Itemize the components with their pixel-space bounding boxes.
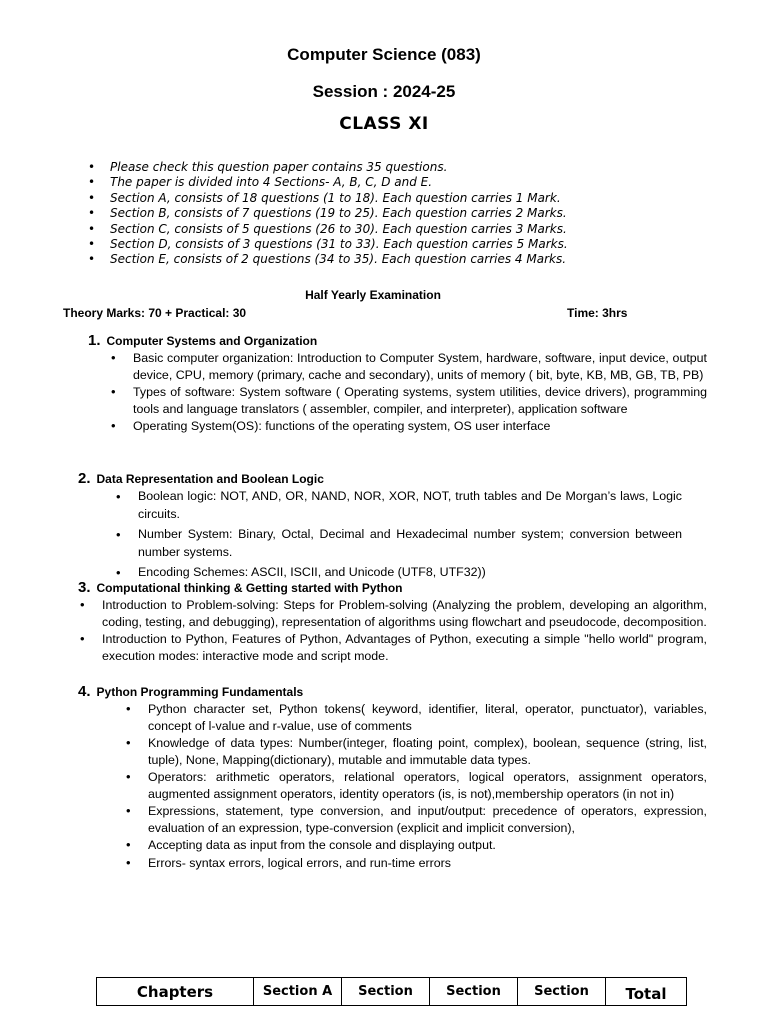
- table-header-cell: Chapters: [97, 978, 254, 1006]
- list-item: • Number System: Binary, Octal, Decimal and Hexadecimal number system; conversion between number systems.: [138, 526, 682, 561]
- topic-items: [148, 701, 707, 872]
- topic-items: [102, 597, 707, 665]
- table-header-cell: Section: [430, 978, 518, 1006]
- table-header-cell: Section A: [254, 978, 342, 1006]
- list-item: • Types of software: System software ( Operating systems, system utilities, device drivers), programming tools and language translators ( assembler, compiler, and interpreter), application software: [133, 384, 707, 417]
- subject-title: Computer Science (083): [287, 45, 481, 64]
- topic-number: 4.: [78, 683, 91, 700]
- list-item: • Operators: arithmetic operators, relational operators, logical operators, assignment operators, augmented assignment operators, identity operators (is, is not),membership operators (in not in): [148, 769, 707, 802]
- table-header-cell: Section: [342, 978, 430, 1006]
- instruction-item: • Section E, consists of 2 questions (34 to 35). Each question carries 4 Marks.: [86, 252, 568, 267]
- topic-heading: [78, 579, 403, 596]
- topic-items: [138, 488, 682, 585]
- list-item: • Expressions, statement, type conversion, and input/output: precedence of operators, expression, evaluation of an expression, type-conversion (explicit and implicit conversion),: [148, 803, 707, 836]
- instruction-item: • Section B, consists of 7 questions (19 to 25). Each question carries 2 Marks.: [86, 206, 568, 221]
- marks-distribution-table: [96, 977, 687, 1006]
- list-item: • Introduction to Problem-solving: Steps for Problem-solving (Analyzing the problem, developing an algorithm, coding, testing, and debugging), representation of algorithms using flowchart and pseudocode, decomposition.: [102, 597, 707, 630]
- instruction-item: • The paper is divided into 4 Sections- A, B, C, D and E.: [86, 175, 568, 190]
- list-item: • Knowledge of data types: Number(integer, floating point, complex), boolean, sequence (string, list, tuple), None, Mapping(dictionary), mutable and immutable data types.: [148, 735, 707, 768]
- topic-heading: [78, 683, 303, 700]
- topic-title: Data Representation and Boolean Logic: [96, 472, 324, 486]
- list-item: • Python character set, Python tokens( keyword, identifier, literal, operator, punctuator), variables, concept of l-value and r-value, use of comments: [148, 701, 707, 734]
- table-header-cell: Section: [518, 978, 606, 1006]
- exam-heading: Half Yearly Examination: [305, 288, 441, 302]
- session-title: Session : 2024-25: [312, 82, 456, 101]
- time-info: Time: 3hrs: [567, 306, 628, 320]
- instruction-item: • Section A, consists of 18 questions (1 to 18). Each question carries 1 Mark.: [86, 191, 568, 206]
- list-item: • Basic computer organization: Introduction to Computer System, hardware, software, input device, output device, CPU, memory (primary, cache and secondary), units of memory ( bit, byte, KB, MB, GB, TB, PB): [133, 350, 707, 383]
- list-item: • Accepting data as input from the console and displaying output.: [148, 837, 707, 854]
- table-header-cell: Total: [606, 978, 687, 1006]
- table-header-row: [97, 978, 687, 1006]
- topic-title: Computational thinking & Getting started with Python: [96, 581, 403, 595]
- class-title: CLASS XI: [339, 114, 429, 134]
- list-item: • Boolean logic: NOT, AND, OR, NAND, NOR, XOR, NOT, truth tables and De Morgan’s laws, Logic circuits.: [138, 488, 682, 523]
- list-item: • Encoding Schemes: ASCII, ISCII, and Unicode (UTF8, UTF32)): [138, 564, 682, 582]
- list-item: • Introduction to Python, Features of Python, Advantages of Python, executing a simple "hello world" program, execution modes: interactive mode and script mode.: [102, 631, 707, 664]
- topic-number: 3.: [78, 579, 91, 596]
- list-item: • Errors- syntax errors, logical errors, and run-time errors: [148, 855, 707, 872]
- instruction-item: • Please check this question paper contains 35 questions.: [86, 160, 568, 175]
- marks-info: Theory Marks: 70 + Practical: 30: [63, 306, 247, 320]
- list-item: • Operating System(OS): functions of the operating system, OS user interface: [133, 418, 707, 435]
- topic-number: 2.: [78, 470, 91, 487]
- instruction-item: • Section D, consists of 3 questions (31 to 33). Each question carries 5 Marks.: [86, 237, 568, 252]
- topic-title: Computer Systems and Organization: [106, 334, 318, 348]
- topic-number: 1.: [88, 332, 101, 349]
- topic-heading: [78, 470, 324, 487]
- topic-items: [133, 350, 707, 436]
- instructions-list: [86, 160, 568, 268]
- instruction-item: • Section C, consists of 5 questions (26 to 30). Each question carries 3 Marks.: [86, 222, 568, 237]
- topic-title: Python Programming Fundamentals: [96, 685, 304, 699]
- topic-heading: [88, 332, 317, 349]
